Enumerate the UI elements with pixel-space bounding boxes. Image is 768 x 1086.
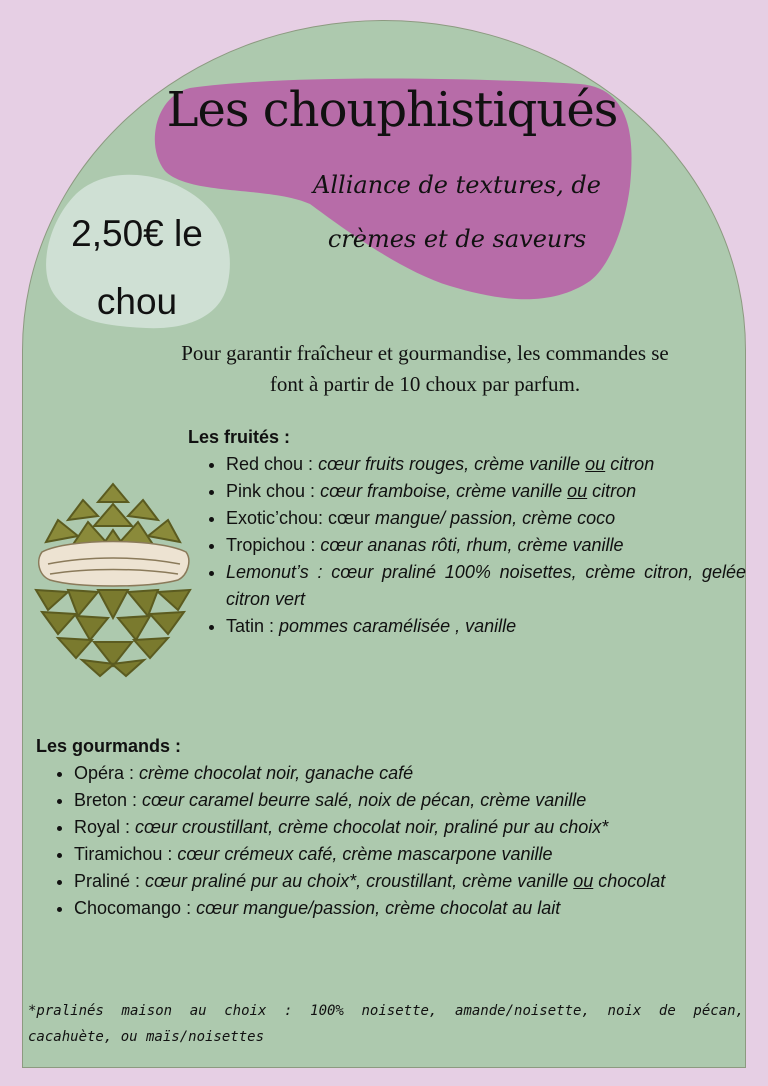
gourmand-list [36, 760, 744, 922]
list-item: • Tiramichou : cœur crémeux café, crème mascarpone vanille [74, 841, 744, 868]
price-tag [44, 200, 230, 336]
intro-line-1: Pour garantir fraîcheur et gourmandise, les commandes se [181, 341, 669, 365]
subtitle-line-1: Alliance de textures, de [313, 171, 601, 199]
gourmand-section [36, 733, 744, 922]
list-item: • Pink chou : cœur framboise, crème vanille ou citron [226, 478, 746, 505]
list-item: • Opéra : crème chocolat noir, ganache café [74, 760, 744, 787]
fruity-heading: Les fruités : [188, 427, 291, 447]
list-item: • Exotic’chou: cœur mangue/ passion, crème coco [226, 505, 746, 532]
price-line-1: 2,50€ le [71, 213, 203, 254]
fruity-list [188, 451, 746, 640]
intro-text [100, 338, 750, 400]
pinecone-choux-icon [28, 480, 198, 680]
footnote: *pralinés maison au choix : 100% noisette, amande/noisette, noix de pécan, cacahuète, ou maïs/noisettes [28, 1003, 744, 1045]
list-item: • Chocomango : cœur mangue/passion, crème chocolat au lait [74, 895, 744, 922]
list-item: • Red chou : cœur fruits rouges, crème vanille ou citron [226, 451, 746, 478]
list-item: • Tatin : pommes caramélisée , vanille [226, 613, 746, 640]
list-item: • Breton : cœur caramel beurre salé, noix de pécan, crème vanille [74, 787, 744, 814]
gourmand-heading: Les gourmands : [36, 736, 182, 756]
price-line-2: chou [96, 281, 178, 322]
subtitle-line-2: crèmes et de saveurs [327, 225, 587, 253]
list-item: • Praliné : cœur praliné pur au choix*, croustillant, crème vanille ou chocolat [74, 868, 744, 895]
page-title: Les chouphistiqués [166, 82, 618, 138]
fruity-section [188, 424, 746, 640]
list-item: • Tropichou : cœur ananas rôti, rhum, crème vanille [226, 532, 746, 559]
intro-line-2: font à partir de 10 choux par parfum. [269, 372, 581, 396]
list-item: • Lemonut’s : cœur praliné 100% noisettes, crème citron, gelée citron vert [226, 559, 746, 613]
subtitle [292, 158, 622, 266]
list-item: • Royal : cœur croustillant, crème chocolat noir, praliné pur au choix* [74, 814, 744, 841]
